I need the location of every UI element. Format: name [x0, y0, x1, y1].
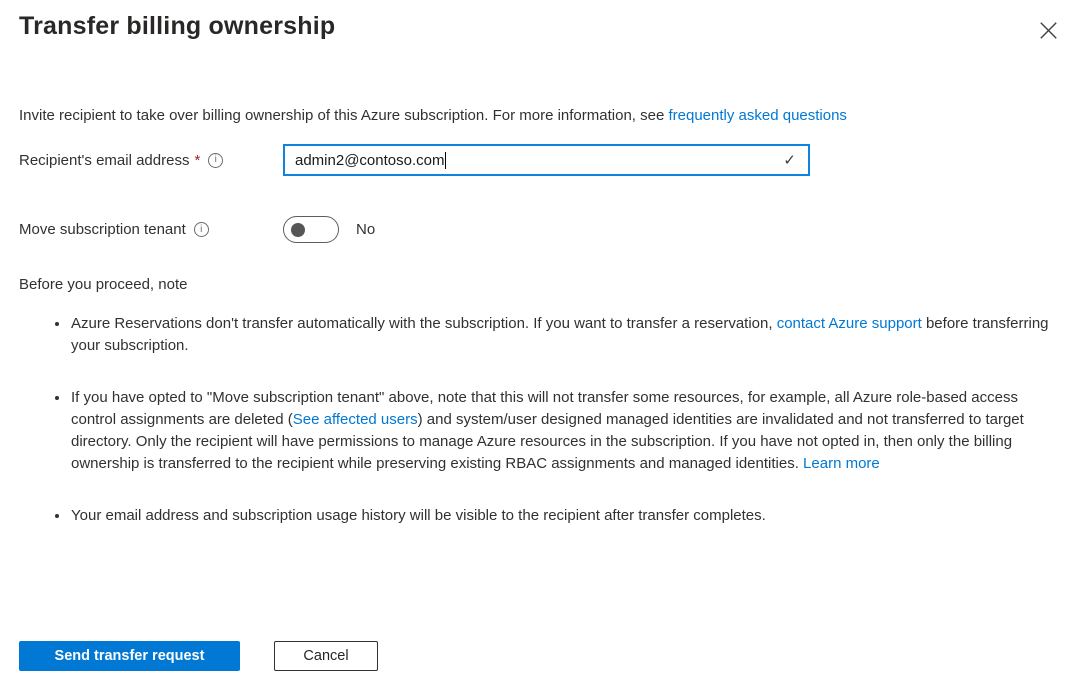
- learn-more-link[interactable]: Learn more: [803, 455, 880, 472]
- notes-heading: Before you proceed, note: [19, 276, 188, 293]
- recipient-email-row: [19, 144, 1064, 176]
- note-text-segment: ) and system/user designed managed identities are invalidated and not transferred to target directory. Only the recipient will have permissions to manage Azure resources in the subscription. If you have not opted in, then only the billing ownership is transferred to the recipient while preserving existing RBAC assignments and managed identities.: [71, 411, 1024, 472]
- recipient-email-label-group: [19, 152, 283, 169]
- dialog-header: [19, 0, 1064, 42]
- toggle-state-label: No: [356, 221, 376, 238]
- move-tenant-toggle[interactable]: [283, 216, 339, 243]
- note-text-segment: Azure Reservations don't transfer automatically with the subscription. If you want to transfer a reservation,: [71, 315, 777, 332]
- move-tenant-label: Move subscription tenant: [19, 221, 186, 238]
- page-title: Transfer billing ownership: [19, 12, 336, 40]
- send-transfer-request-button[interactable]: Send transfer request: [19, 641, 240, 671]
- move-tenant-row: [19, 216, 1064, 243]
- list-item: [70, 505, 1064, 527]
- info-icon[interactable]: i: [208, 153, 223, 168]
- dialog-footer: [19, 641, 378, 671]
- intro-text: [19, 106, 1064, 125]
- info-icon[interactable]: i: [194, 222, 209, 237]
- list-item: [70, 313, 1064, 357]
- faq-link[interactable]: frequently asked questions: [668, 107, 847, 124]
- cancel-button[interactable]: Cancel: [274, 641, 378, 671]
- note-text-segment: Your email address and subscription usage history will be visible to the recipient after transfer completes.: [71, 507, 766, 524]
- recipient-email-label: Recipient's email address: [19, 151, 190, 169]
- intro-text-segment: Invite recipient to take over billing ownership of this Azure subscription. For more information, see: [19, 107, 669, 124]
- see-affected-users-link[interactable]: See affected users: [292, 411, 418, 428]
- move-tenant-label-group: [19, 221, 283, 238]
- recipient-email-input[interactable]: [283, 144, 810, 176]
- contact-azure-support-link[interactable]: contact Azure support: [776, 315, 922, 332]
- note-text-segment: before transferring your subscription.: [71, 315, 1049, 354]
- list-item: [70, 387, 1064, 475]
- validation-checkmark-icon: ✓: [783, 152, 796, 169]
- notes-list: [19, 313, 1064, 527]
- close-button[interactable]: [1036, 18, 1060, 42]
- close-icon: [1039, 21, 1058, 40]
- required-asterisk: *: [194, 151, 201, 169]
- note-text-segment: If you have opted to "Move subscription tenant" above, note that this will not transfer some resources, for example, all Azure role-based access control assignments are deleted (: [71, 389, 1018, 428]
- recipient-email-value: admin2@contoso.com: [295, 151, 445, 169]
- toggle-knob: [291, 223, 305, 237]
- text-cursor: [445, 152, 446, 169]
